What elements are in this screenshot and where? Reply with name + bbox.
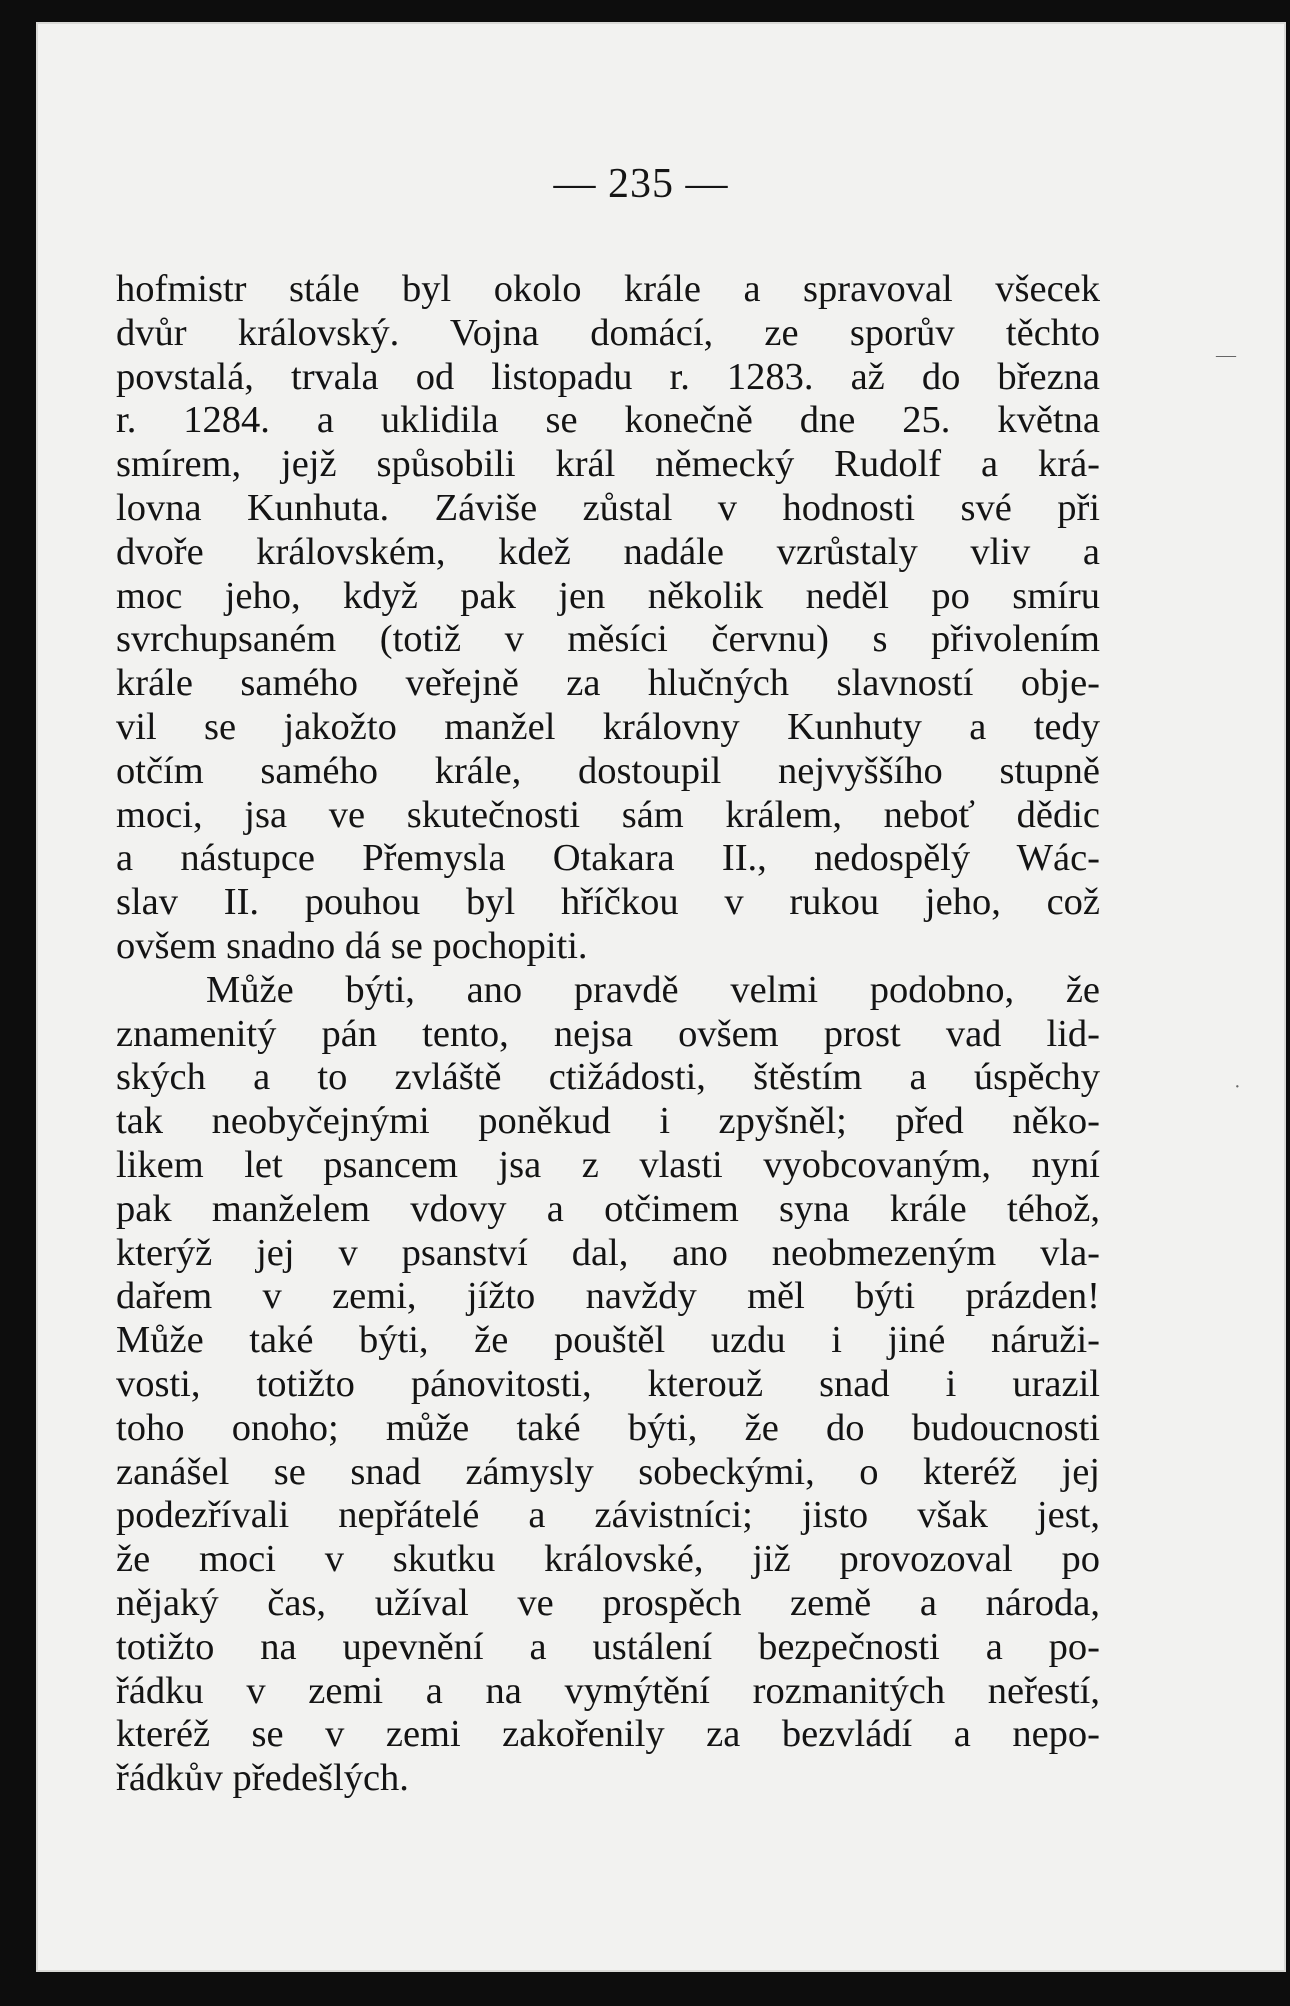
body-text bbox=[116, 268, 1100, 1801]
text-line: dvoře královském, kdež nadále vzrůstaly vliv a bbox=[116, 530, 1100, 573]
text-line: hofmistr stále byl okolo krále a spravoval všecek bbox=[116, 268, 1100, 310]
text-line: řádku v zemi a na vymýtění rozmanitých neřestí, bbox=[116, 1669, 1100, 1712]
text-line: že moci v skutku královské, již provozoval po bbox=[116, 1538, 1100, 1581]
text-line: a nástupce Přemysla Otakara II., nedospělý Wác- bbox=[116, 837, 1100, 880]
text-line: pak manželem vdovy a otčimem syna krále téhož, bbox=[116, 1187, 1100, 1230]
text-line: lovna Kunhuta. Záviše zůstal v hodnosti své při bbox=[116, 486, 1100, 529]
text-line: r. 1284. a uklidila se konečně dne 25. května bbox=[116, 399, 1100, 442]
text-line: svrchupsaném (totiž v měsíci červnu) s přivolením bbox=[116, 618, 1100, 661]
text-line: otčím samého krále, dostoupil nejvyššího stupně bbox=[116, 749, 1100, 792]
text-line: ských a to zvláště ctižádosti, štěstím a úspěchy bbox=[116, 1056, 1100, 1099]
text-line: toho onoho; může také býti, že do budoucnosti bbox=[116, 1406, 1100, 1449]
text-line: totižto na upevnění a ustálení bezpečnosti a po- bbox=[116, 1625, 1100, 1668]
text-line: dvůr královský. Vojna domácí, ze sporův těchto bbox=[116, 311, 1100, 354]
text-line: kteréž se v zemi zakořenily za bezvládí a nepo- bbox=[116, 1713, 1100, 1756]
text-line: kterýž jej v psanství dal, ano neobmezeným vla- bbox=[116, 1231, 1100, 1274]
text-line: vosti, totižto pánovitosti, kterouž snad i urazil bbox=[116, 1362, 1100, 1405]
text-line: krále samého veřejně za hlučných slavností obje- bbox=[116, 662, 1100, 705]
text-line: slav II. pouhou byl hříčkou v rukou jeho, což bbox=[116, 881, 1100, 924]
text-line: nějaký čas, užíval ve prospěch země a národa, bbox=[116, 1581, 1100, 1624]
text-line: moc jeho, když pak jen několik neděl po smíru bbox=[116, 574, 1100, 617]
page-edge-mark: · bbox=[1234, 1076, 1241, 1098]
paragraph-start-line: Může býti, ano pravdě velmi podobno, že bbox=[206, 968, 1100, 1011]
text-line: ovšem snadno dá se pochopiti. bbox=[116, 924, 588, 967]
text-line: vil se jakožto manžel královny Kunhuty a tedy bbox=[116, 705, 1100, 748]
text-line: zanášel se snad zámysly sobeckými, o kteréž jej bbox=[116, 1450, 1100, 1493]
text-line: smírem, jejž spůsobili král německý Rudolf a krá- bbox=[116, 443, 1100, 486]
text-line: znamenitý pán tento, nejsa ovšem prost vad lid- bbox=[116, 1012, 1100, 1055]
page-edge-mark: — bbox=[1216, 344, 1236, 366]
text-line: moci, jsa ve skutečnosti sám králem, neboť dědic bbox=[116, 793, 1100, 836]
text-line: povstalá, trvala od listopadu r. 1283. až do března bbox=[116, 355, 1100, 398]
book-page bbox=[36, 22, 1286, 1972]
text-line: tak neobyčejnými poněkud i zpyšněl; před něko- bbox=[116, 1100, 1100, 1143]
page-number: — 235 — bbox=[553, 161, 729, 207]
text-line: podezřívali nepřátelé a závistníci; jisto však jest, bbox=[116, 1494, 1100, 1537]
text-line: likem let psancem jsa z vlasti vyobcovaným, nyní bbox=[116, 1143, 1100, 1186]
text-line: řádkův předešlých. bbox=[116, 1757, 409, 1800]
text-line: Může také býti, že pouštěl uzdu i jiné náruži- bbox=[116, 1319, 1100, 1362]
text-line: dařem v zemi, jížto navždy měl býti prázden! bbox=[116, 1275, 1100, 1318]
